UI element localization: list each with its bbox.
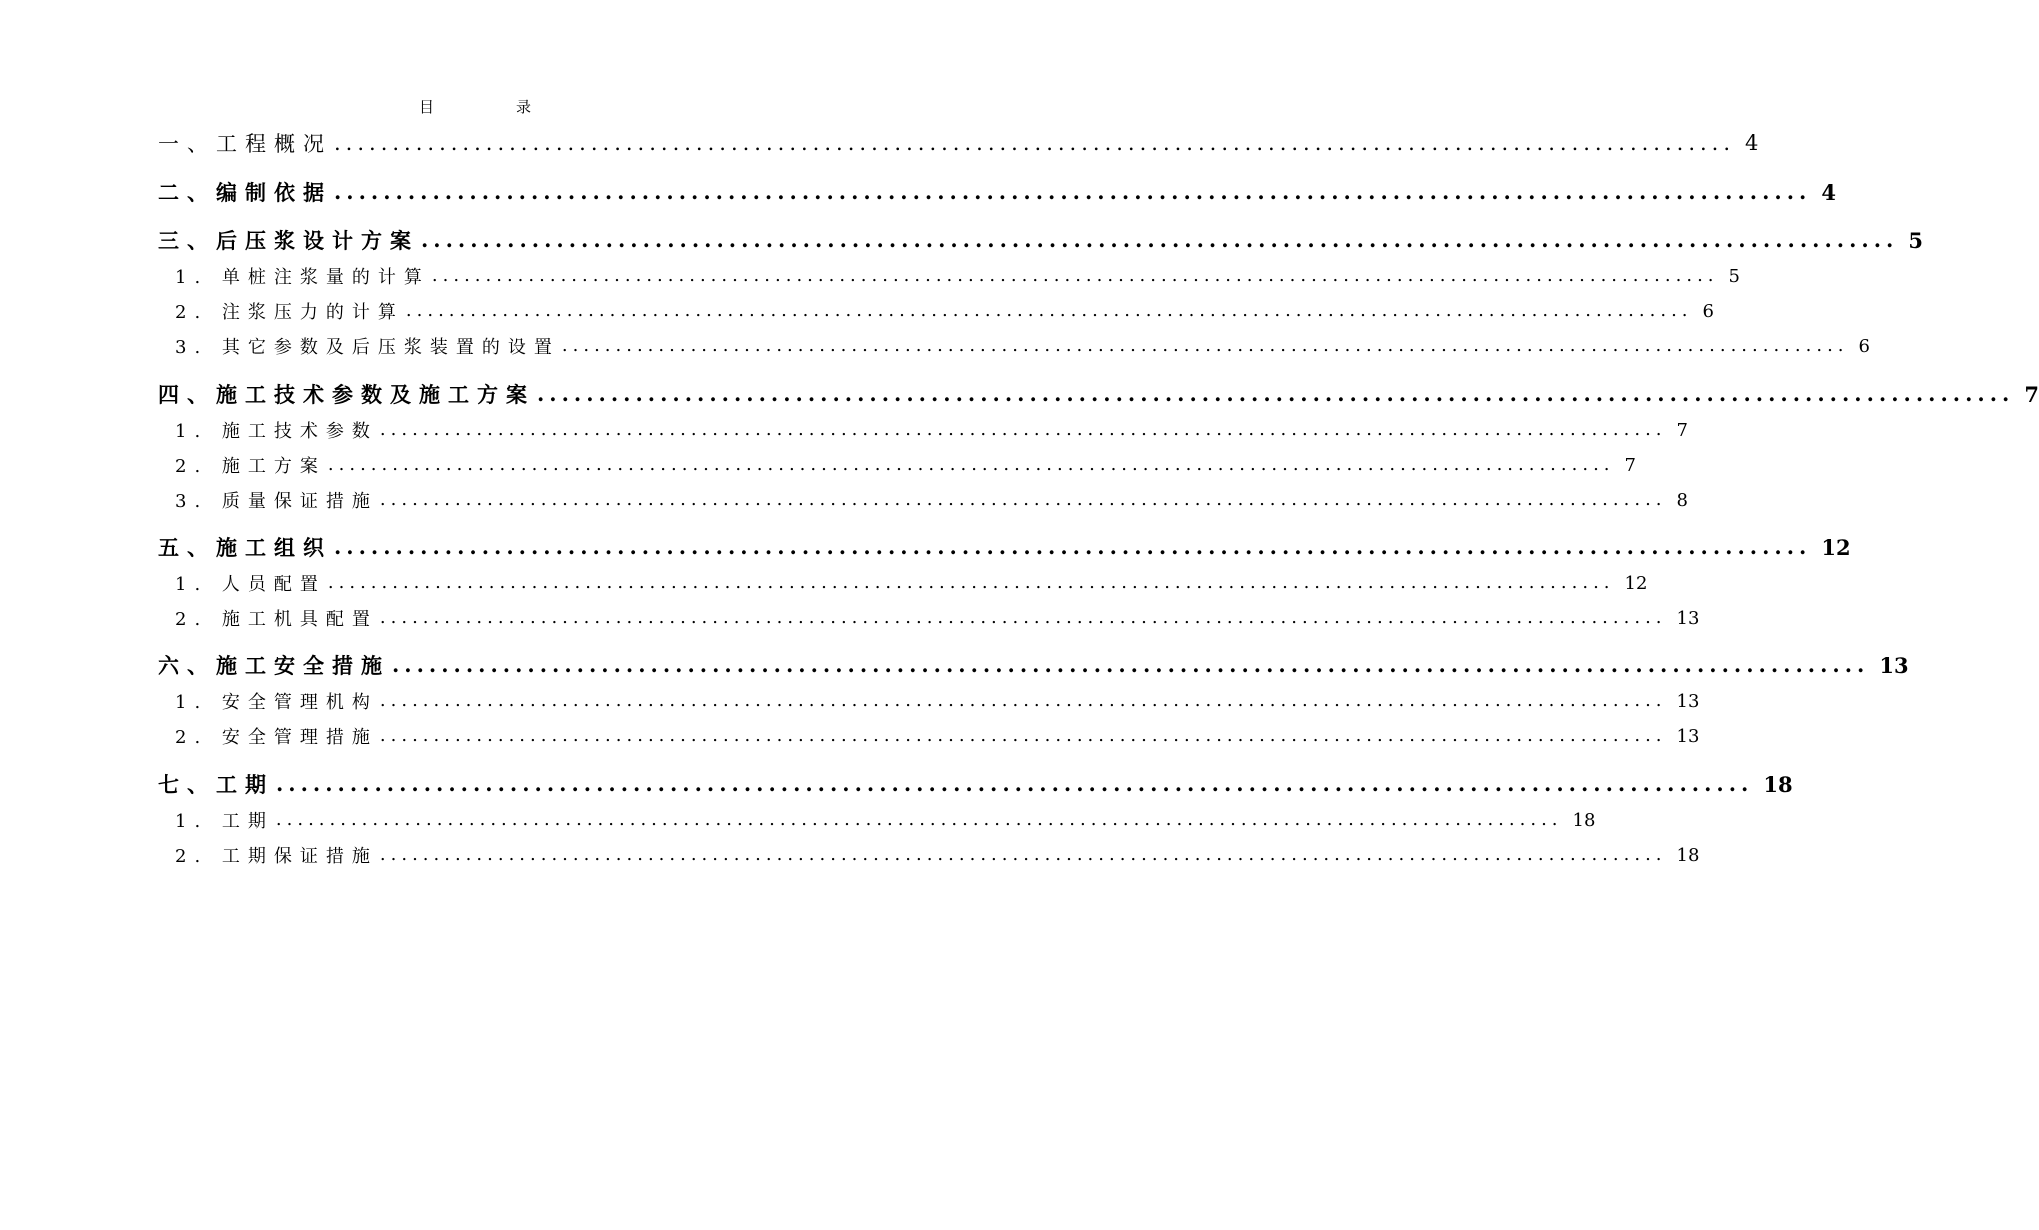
toc-entry-section[interactable] (175, 721, 1700, 751)
toc-page-number: 5 (1908, 227, 1923, 253)
toc-page-number: 7 (2024, 381, 2039, 407)
toc-leader-dots: ........................................................................................................................ (275, 809, 1563, 830)
toc-leader-dots: ........................................................................................................................ (537, 381, 2015, 406)
toc-entry-section[interactable] (175, 686, 1700, 716)
toc-entry-label: 1. 工期 (175, 811, 274, 832)
toc-leader-dots: ........................................................................................................................ (379, 607, 1667, 628)
toc-page-number: 13 (1676, 607, 1700, 629)
toc-entry-chapter[interactable] (158, 379, 2039, 409)
toc-page-number: 13 (1676, 725, 1700, 747)
toc-leader-dots: ........................................................................................................................ (405, 300, 1693, 321)
toc-leader-dots: ........................................................................................................................ (379, 690, 1667, 711)
toc-entry-label: 1. 安全管理机构 (175, 692, 378, 713)
toc-entry-section[interactable] (175, 450, 1636, 480)
toc-page-number: 4 (1745, 131, 1759, 155)
toc-leader-dots: ........................................................................................................................ (334, 131, 1736, 155)
toc-leader-dots: ........................................................................................................................ (379, 419, 1667, 440)
toc-entry-chapter[interactable] (158, 128, 1759, 158)
toc-entry-label: 五、施工组织 (158, 535, 332, 560)
toc-entry-label: 2. 施工机具配置 (175, 609, 378, 630)
toc-page-number: 5 (1728, 265, 1740, 287)
toc-page-number: 6 (1858, 335, 1870, 357)
toc-entry-label: 1. 人员配置 (175, 574, 326, 595)
toc-entry-label: 二、编制依据 (158, 180, 332, 205)
toc-entry-section[interactable] (175, 296, 1714, 326)
toc-entry-section[interactable] (175, 415, 1688, 445)
toc-entry-chapter[interactable] (158, 650, 1909, 680)
toc-page-number: 18 (1763, 771, 1793, 797)
toc-entry-section[interactable] (175, 261, 1740, 291)
toc-leader-dots: ........................................................................................................................ (379, 725, 1667, 746)
toc-page-number: 12 (1624, 572, 1648, 594)
toc-entry-label: 2. 施工方案 (175, 456, 326, 477)
toc-leader-dots: ........................................................................................................................ (392, 652, 1870, 677)
toc-entry-label: 1. 施工技术参数 (175, 421, 378, 442)
toc-entry-chapter[interactable] (158, 532, 1851, 562)
toc-entry-chapter[interactable] (158, 769, 1793, 799)
toc-page-number: 13 (1676, 690, 1700, 712)
toc-leader-dots: ........................................................................................................................ (379, 489, 1667, 510)
toc-leader-dots: ........................................................................................................................ (276, 771, 1754, 796)
toc-entry-label: 2. 安全管理措施 (175, 727, 378, 748)
toc-leader-dots: ........................................................................................................................ (431, 265, 1719, 286)
toc-entry-label: 3. 其它参数及后压浆装置的设置 (175, 337, 560, 358)
toc-entry-label: 2. 注浆压力的计算 (175, 302, 404, 323)
toc-entry-label: 七、工期 (158, 772, 274, 797)
toc-page-number: 4 (1821, 179, 1836, 205)
toc-entry-chapter[interactable] (158, 225, 1923, 255)
toc-entry-chapter[interactable] (158, 177, 1836, 207)
toc-entry-label: 1. 单桩注浆量的计算 (175, 267, 430, 288)
toc-page-number: 13 (1879, 652, 1909, 678)
toc-entry-section[interactable] (175, 805, 1596, 835)
toc-page-number: 7 (1624, 454, 1636, 476)
toc-leader-dots: ........................................................................................................................ (334, 534, 1812, 559)
toc-entry-label: 2. 工期保证措施 (175, 846, 378, 867)
toc-leader-dots: ........................................................................................................................ (327, 572, 1615, 593)
toc-entry-label: 三、后压浆设计方案 (158, 228, 419, 253)
toc-entry-section[interactable] (175, 603, 1700, 633)
toc-page-number: 6 (1702, 300, 1714, 322)
toc-entry-section[interactable] (175, 568, 1648, 598)
toc-heading-char-1: 目 (418, 98, 434, 116)
toc-entry-section[interactable] (175, 331, 1870, 361)
toc-entry-section[interactable] (175, 840, 1700, 870)
toc-entry-label: 六、施工安全措施 (158, 653, 390, 678)
toc-page-number: 7 (1676, 419, 1688, 441)
toc-leader-dots: ........................................................................................................................ (327, 454, 1615, 475)
toc-entry-label: 3. 质量保证措施 (175, 491, 378, 512)
toc-leader-dots: ........................................................................................................................ (379, 844, 1667, 865)
toc-page-number: 18 (1676, 844, 1700, 866)
toc-page-number: 12 (1821, 534, 1851, 560)
toc-page-number: 18 (1572, 809, 1596, 831)
toc-leader-dots: ........................................................................................................................ (421, 227, 1899, 252)
toc-entry-section[interactable] (175, 485, 1688, 515)
toc-heading-char-2: 录 (516, 98, 532, 116)
toc-page-number: 8 (1676, 489, 1688, 511)
toc-leader-dots: ........................................................................................................................ (561, 335, 1849, 356)
toc-entry-label: 一、工程概况 (158, 132, 332, 156)
toc-entry-label: 四、施工技术参数及施工方案 (158, 382, 535, 407)
toc-leader-dots: ........................................................................................................................ (334, 179, 1812, 204)
